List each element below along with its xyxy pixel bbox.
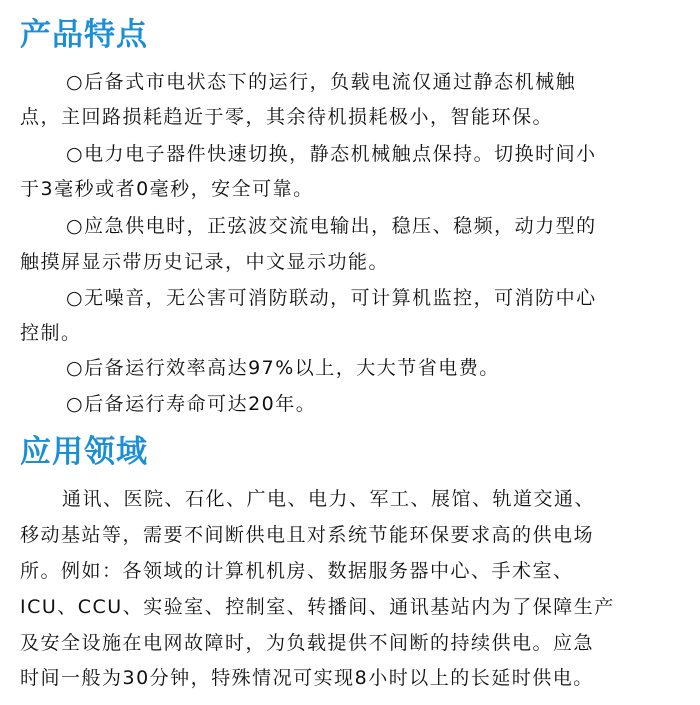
application-line: 移动基站等，需要不间断供电且对系统节能环保要求高的供电场	[20, 524, 595, 546]
feature-line: 控制。	[20, 322, 82, 344]
application-line: 及安全设施在电网故障时，为负载提供不间断的持续供电。应急	[20, 632, 595, 654]
feature-line: 于3毫秒或者0毫秒，安全可靠。	[20, 178, 314, 200]
feature-line: ○后备运行寿命可达20年。	[66, 393, 317, 415]
feature-line: 点，主回路损耗趋近于零，其余待机损耗极小，智能环保。	[20, 106, 554, 128]
application-line: 时间一般为30分钟，特殊情况可实现8小时以上的长延时供电。	[20, 667, 594, 689]
application-line: 所。例如：各领域的计算机机房、数据服务器中心、手术室、	[20, 560, 574, 582]
feature-line: ○电力电子器件快速切换，静态机械触点保持。切换时间小	[66, 143, 597, 165]
feature-line: ○应急供电时，正弦波交流电输出，稳压、稳频，动力型的	[66, 215, 597, 237]
application-line: 通讯、医院、石化、广电、电力、军工、展馆、轨道交通、	[62, 488, 596, 510]
feature-line: ○后备式市电状态下的运行，负载电流仅通过静态机械触	[66, 71, 577, 93]
section-title-features: 产品特点	[20, 17, 148, 53]
feature-line: 触摸屏显示带历史记录，中文显示功能。	[20, 251, 390, 273]
application-line: ICU、CCU、实验室、控制室、转播间、通讯基站内为了保障生产	[20, 596, 615, 618]
section-title-applications: 应用领域	[20, 434, 148, 470]
feature-line: ○无噪音，无公害可消防联动，可计算机监控，可消防中心	[66, 287, 597, 309]
feature-line: ○后备运行效率高达97%以上，大大节省电费。	[66, 357, 500, 379]
